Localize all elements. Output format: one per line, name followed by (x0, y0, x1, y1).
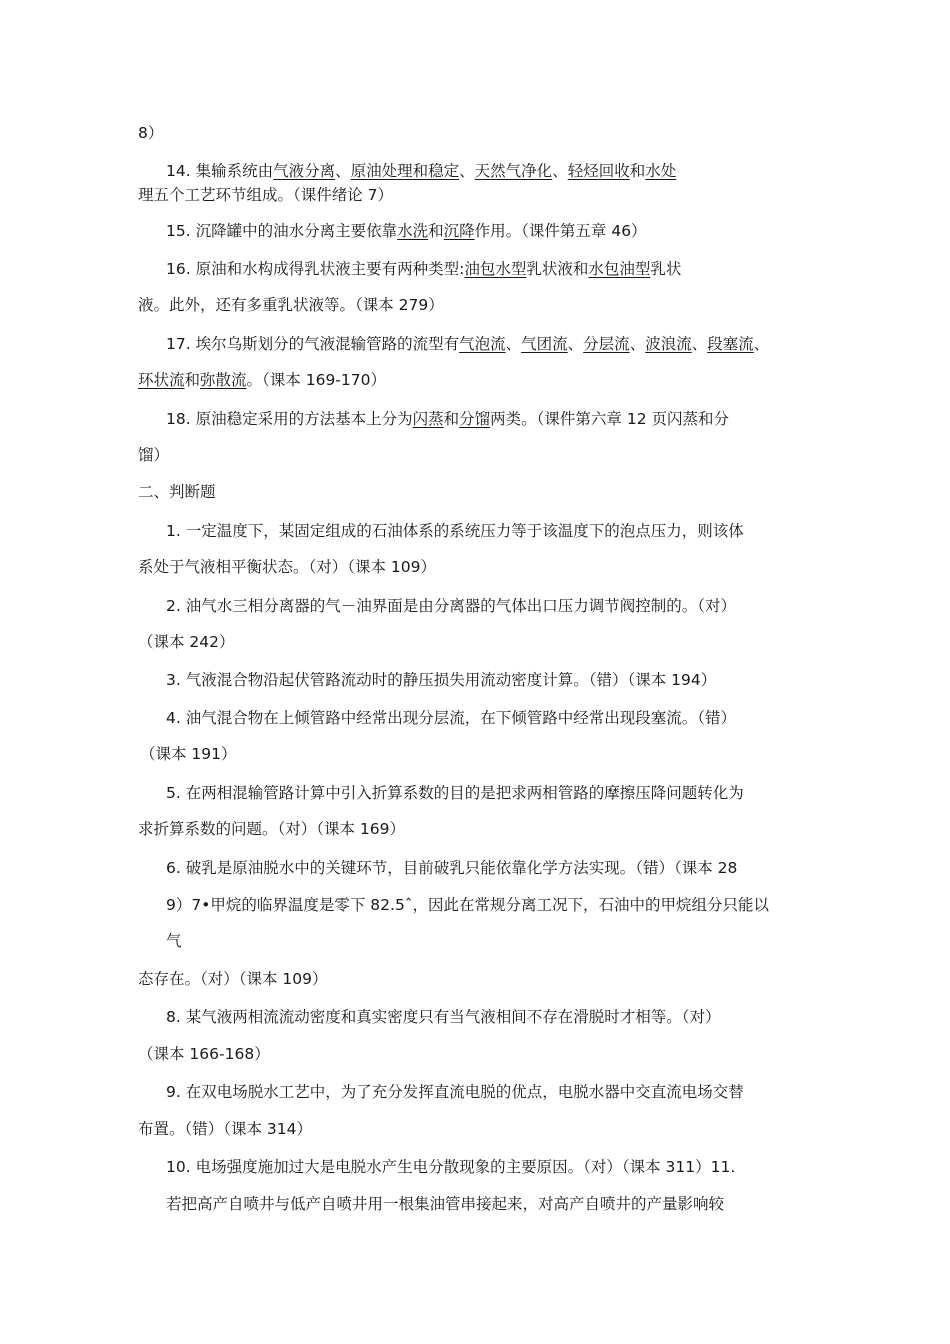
text: 乳状 (650, 260, 682, 278)
answer-blank: 波浪流 (645, 335, 692, 353)
text-line: 理五个工艺环节组成。（课件绪论 7） (138, 186, 394, 204)
answer-blank: 气液分离 (273, 162, 336, 180)
judgment-4: 4. 油气混合物在上倾管路中经常出现分层流，在下倾管路中经常出现段塞流。（错） (166, 709, 736, 727)
text-line: 系处于气液相平衡状态。（对）（课本 109） (138, 558, 437, 576)
text: 和 (428, 222, 444, 240)
answer-blank: 沉降 (443, 222, 475, 240)
question-number: 16. (166, 260, 191, 278)
text-line: 求折算系数的问题。（对）（课本 169） (138, 820, 406, 838)
question-number: 14. (166, 162, 191, 180)
question-17 (166, 333, 769, 355)
text: 原油稳定采用的方法基本上分为 (195, 410, 413, 428)
answer-blank: 气泡流 (459, 335, 506, 353)
answer-blank: 弥散流 (200, 371, 247, 389)
judgment-3: 3. 气液混合物沿起伏管路流动时的静压损失用流动密度计算。（错）（课本 194） (166, 671, 717, 689)
judgment-11: 若把高产自喷井与低产自喷井用一根集油管串接起来，对高产自喷井的产量影响较 (166, 1195, 725, 1213)
answer-blank: 分层流 (583, 335, 630, 353)
judgment-10: 10. 电场强度施加过大是电脱水产生电分散现象的主要原因。（对）（课本 311）11. (166, 1158, 736, 1176)
answer-blank: 水处 (645, 162, 677, 180)
text-line: （课本 242） (138, 633, 235, 651)
answer-blank: 段塞流 (707, 335, 754, 353)
answer-blank: 轻烃回收 (567, 162, 630, 180)
question-16 (166, 258, 681, 280)
answer-blank: 油包水型 (464, 260, 527, 278)
judgment-8: 8. 某气液两相流流动密度和真实密度只有当气液相间不存在滑脱时才相等。（对） (166, 1008, 721, 1026)
text: 、 (753, 335, 770, 353)
text: 。（课本 169-170） (246, 371, 386, 389)
text: 沉降罐中的油水分离主要依靠 (195, 222, 398, 240)
text: 、 (691, 335, 708, 353)
text-line: 馏） (138, 446, 170, 464)
answer-blank: 气团流 (521, 335, 568, 353)
answer-blank: 分馏 (459, 410, 491, 428)
judgment-5: 5. 在两相混输管路计算中引入折算系数的目的是把求两相管路的摩擦压降问题转化为 (166, 784, 744, 802)
answer-blank: 环状流 (138, 371, 185, 389)
text: 、 (505, 335, 522, 353)
text: 、 (335, 162, 351, 180)
text: 原油和水构成得乳状液主要有两种类型: (195, 260, 465, 278)
question-15 (166, 220, 647, 242)
question-18 (166, 408, 729, 430)
text: 集输系统由 (195, 162, 274, 180)
text: 、 (567, 335, 584, 353)
text: 两类。（课件第六章 12 页闪蒸和分 (490, 410, 729, 428)
question-14 (166, 160, 676, 182)
answer-blank: 水包油型 (588, 260, 651, 278)
text-line: （课本 166-168） (138, 1045, 270, 1063)
text-line: 布置。（错）（课本 314） (138, 1120, 313, 1138)
answer-blank: 原油处理和稳定 (350, 162, 460, 180)
question-number: 18. (166, 410, 191, 428)
question-number: 17. (166, 335, 191, 353)
text: 和 (629, 162, 646, 180)
text-line (138, 369, 386, 391)
text: 、 (459, 162, 475, 180)
text-line: 8） (138, 124, 164, 142)
text-line: （课本 191） (140, 745, 237, 763)
answer-blank: 天然气净化 (474, 162, 553, 180)
text-line: 态存在。（对）（课本 109） (138, 970, 328, 988)
judgment-9: 9. 在双电场脱水工艺中，为了充分发挥直流电脱的优点，电脱水器中交直流电场交替 (166, 1083, 744, 1101)
text: 和 (443, 410, 460, 428)
text: 、 (552, 162, 568, 180)
text-line: 气 (166, 932, 182, 950)
judgment-2: 2. 油气水三相分离器的气－油界面是由分离器的气体出口压力调节阀控制的。（对） (166, 597, 736, 615)
answer-blank: 闪蒸 (412, 410, 444, 428)
text: 埃尔乌斯划分的气液混输管路的流型有 (195, 335, 460, 353)
judgment-1: 1. 一定温度下，某固定组成的石油体系的系统压力等于该温度下的泡点压力，则该体 (166, 522, 744, 540)
question-number: 15. (166, 222, 191, 240)
text: 乳状液和 (526, 260, 589, 278)
text: 和 (184, 371, 201, 389)
answer-blank: 水洗 (397, 222, 429, 240)
text: 作用。（课件第五章 46） (474, 222, 647, 240)
text-line: 液。此外，还有多重乳状液等。（课本 279） (138, 296, 444, 314)
section-heading: 二、判断题 (138, 483, 216, 501)
text: 、 (629, 335, 646, 353)
judgment-6: 6. 破乳是原油脱水中的关键环节，目前破乳只能依靠化学方法实现。（错）（课本 28 (166, 859, 738, 877)
judgment-7: 9）7•甲烷的临界温度是零下 82.5ˆ，因此在常规分离工况下，石油中的甲烷组分只能以 (166, 896, 770, 914)
